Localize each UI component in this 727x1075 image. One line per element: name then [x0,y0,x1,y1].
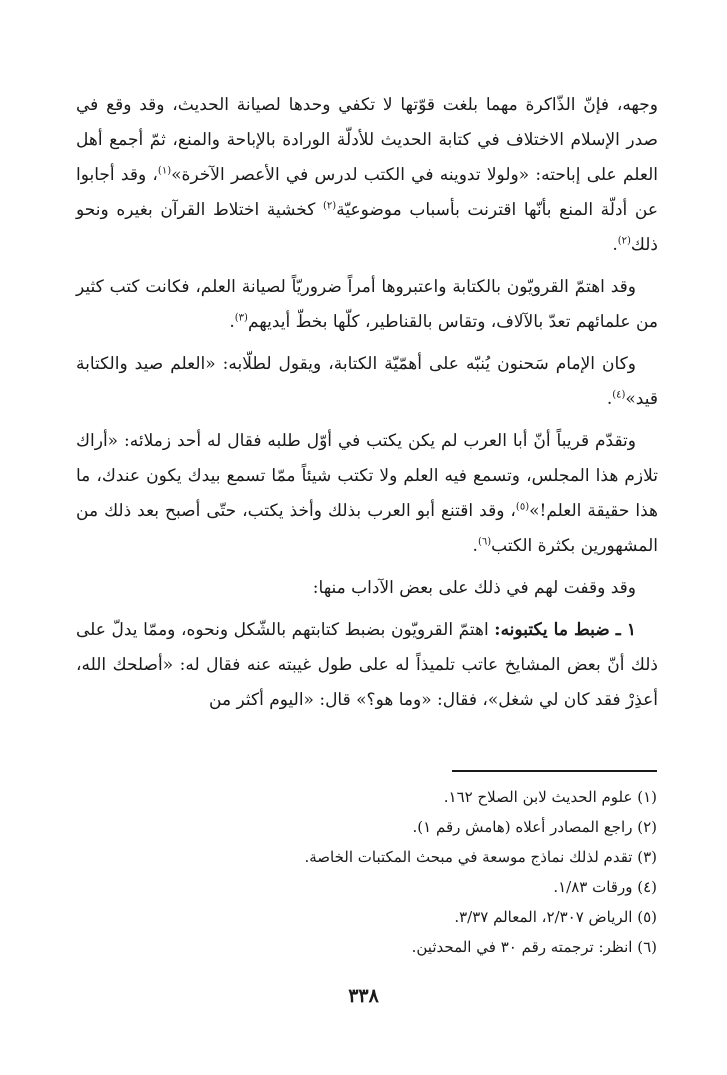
footnote-ref: (٦) [477,536,492,548]
footnote-5: (٥) الرياض ٢/٣٠٧، المعالم ٣/٣٧. [454,908,657,926]
footnote-ref: (٤) [612,389,626,401]
paragraph-5: وقد وقفت لهم في ذلك على بعض الآداب منها: [312,578,636,598]
footnote-ref: (٥) [515,501,530,513]
footnotes [97,782,657,962]
paragraph-3: وكان الإمام سَحنون يُنبّه على أهمّيّة الكتابة، ويقول لطلّابه: «العلم صيد والكتابة قيد»$^{(٤)}$. [76,354,658,409]
footnote-2: (٢) راجع المصادر أعلاه (هامش رقم ١). [412,818,657,836]
paragraph-6: ١ ـ ضبط ما يكتبونه: اهتمّ القرويّون بضبط كتابتهم بالشّكل ونحوه، وممّا يدلّ على ذلك أنّ بعض المشايخ عاتب تلميذاً له على طول غيبته عنه فقال له: «أصلحك الله، أعذِرْ فقد كان لي شغل»، فقال: «وما هو؟» قال: «اليوم أكثر من [76,620,658,710]
footnote-divider [452,770,657,772]
footnote-1: (١) علوم الحديث لابن الصلاح ١٦٢. [443,788,657,806]
main-text [76,88,658,725]
paragraph-4: وتقدّم قريباً أنّ أبا العرب لم يكن يكتب في أوّل طلبه فقال له أحد زملائه: «أراك تلازم هذا المجلس، وتسمع فيه العلم ولا تكتب شيئاً ممّا تسمع بيدك يكون عندك، ما هذا حقيقة العلم!»$^{(٥)}$، وقد اقتنع أبو العرب بذلك وأخذ يكتب، حتّى أصبح بعد ذلك من المشهورين بكثرة الكتب$^{(٦)}$. [76,431,658,556]
paragraph-2: وقد اهتمّ القرويّون بالكتابة واعتبروها أمراً ضروريّاً لصيانة العلم، فكانت كتب كثير من علمائهم تعدّ بالآلاف، وتقاس بالقناطير، كلّها بخطّ أيديهم$^{(٣)}$. [76,277,658,332]
footnote-ref: (١) [157,165,172,177]
page-number: ٣٣٨ [348,985,379,1007]
paragraph-1: وجهه، فإنّ الذّاكرة مهما بلغت قوّتها لا تكفي وحدها لصيانة الحديث، وقد وقع في صدر الإسلام الاختلاف في كتابة الحديث للأدلّة الورادة بالإباحة والمنع، ثمّ أجمع أهل العلم على إباحته: «ولولا تدوينه في الكتب لدرس في الأعصر الآخرة»$^{(١)}$، وقد أجابوا عن أدلّة المنع بأنّها اقترنت بأسباب موضوعيّة$^{(٢)}$ كخشية اختلاط القرآن بغيره ونحو ذلك$^{(٢)}$. [76,95,658,255]
section-heading: ١ ـ ضبط ما يكتبونه: [494,620,636,640]
footnote-6: (٦) انظر: ترجمته رقم ٣٠ في المحدثين. [411,938,657,956]
footnote-ref: (٣) [234,312,248,324]
footnote-ref: (٢) [617,235,631,247]
footnote-ref: (٢) [323,200,337,212]
footnote-4: (٤) ورقات ١/٨٣. [553,878,657,896]
footnote-3: (٣) تقدم لذلك نماذج موسعة في مبحث المكتبات الخاصة. [304,848,657,866]
